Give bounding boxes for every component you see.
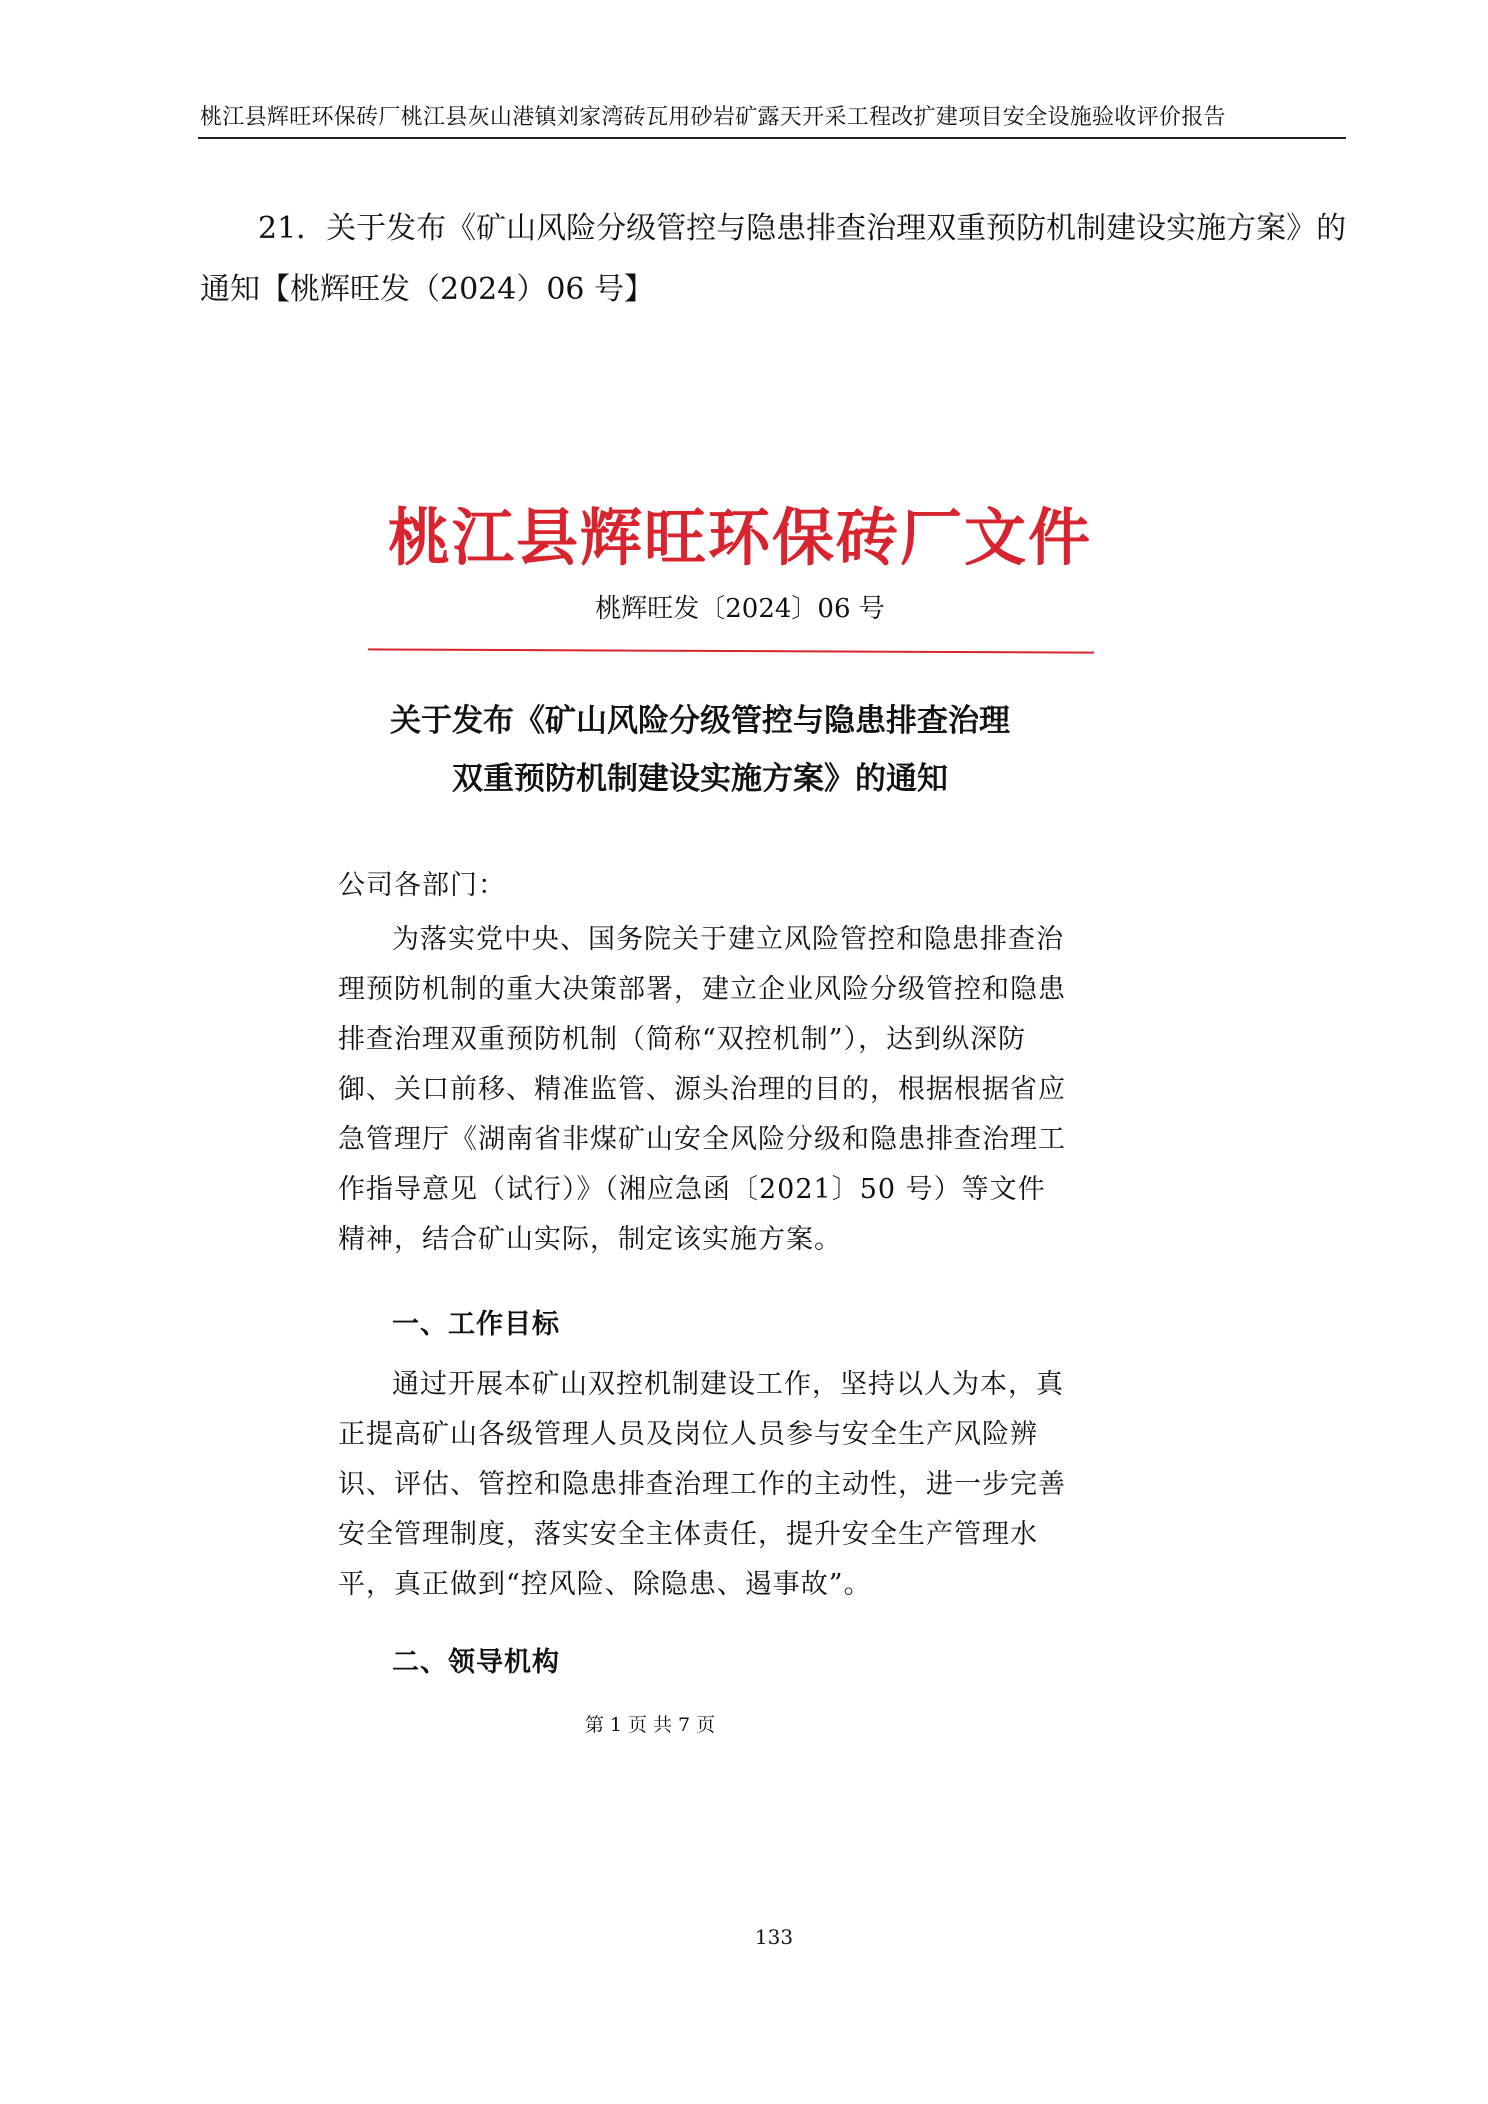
page-number: 133 — [754, 1925, 794, 1949]
notice-title-line1: 关于发布《矿山风险分级管控与隐患排查治理 — [390, 703, 1010, 739]
document-number: 桃辉旺发〔2024〕06 号 — [595, 594, 885, 624]
report-header: 桃江县辉旺环保砖厂桃江县灰山港镇刘家湾砖瓦用砂岩矿露天开采工程改扩建项目安全设施验收评价报告 — [200, 105, 1226, 130]
section-heading-leadership: 二、领导机构 — [392, 1647, 560, 1678]
paragraph-goals: 通过开展本矿山双控机制建设工作，坚持以人为本，真正提高矿山各级管理人员及岗位人员参与安全生产风险辨识、评估、管控和隐患排查治理工作的主动性，进一步完善安全管理制度，落实安全主体责任，提升安全生产管理水平，真正做到“控风险、除隐患、遏事故”。 — [338, 1369, 1066, 1600]
header-divider — [198, 137, 1346, 139]
red-divider — [368, 648, 1094, 653]
paragraph-intro: 为落实党中央、国务院关于建立风险管控和隐患排查治理预防机制的重大决策部署，建立企业风险分级管控和隐患排查治理双重预防机制（简称“双控机制”），达到纵深防御、关口前移、精准监管、源头治理的目的，根据根据省应急管理厅《湖南省非煤矿山安全风险分级和隐患排查治理工作指导意见（试行）》（湘应急函〔2021〕50 号）等文件精神，结合矿山实际，制定该实施方案。 — [338, 924, 1066, 1255]
attachment-item-title: 21．关于发布《矿山风险分级管控与隐患排查治理双重预防机制建设实施方案》的通知【桃辉旺发（2024）06 号】 — [200, 211, 1347, 307]
notice-title — [340, 692, 1060, 808]
notice-title-line2: 双重预防机制建设实施方案》的通知 — [452, 761, 948, 797]
scanned-document — [300, 470, 1180, 1750]
document-red-title: 桃江县辉旺环保砖厂文件 — [387, 501, 1092, 574]
salutation: 公司各部门： — [338, 870, 506, 901]
document-page-footer: 第 1 页 共 7 页 — [584, 1714, 716, 1736]
section-heading-goals: 一、工作目标 — [392, 1309, 560, 1340]
